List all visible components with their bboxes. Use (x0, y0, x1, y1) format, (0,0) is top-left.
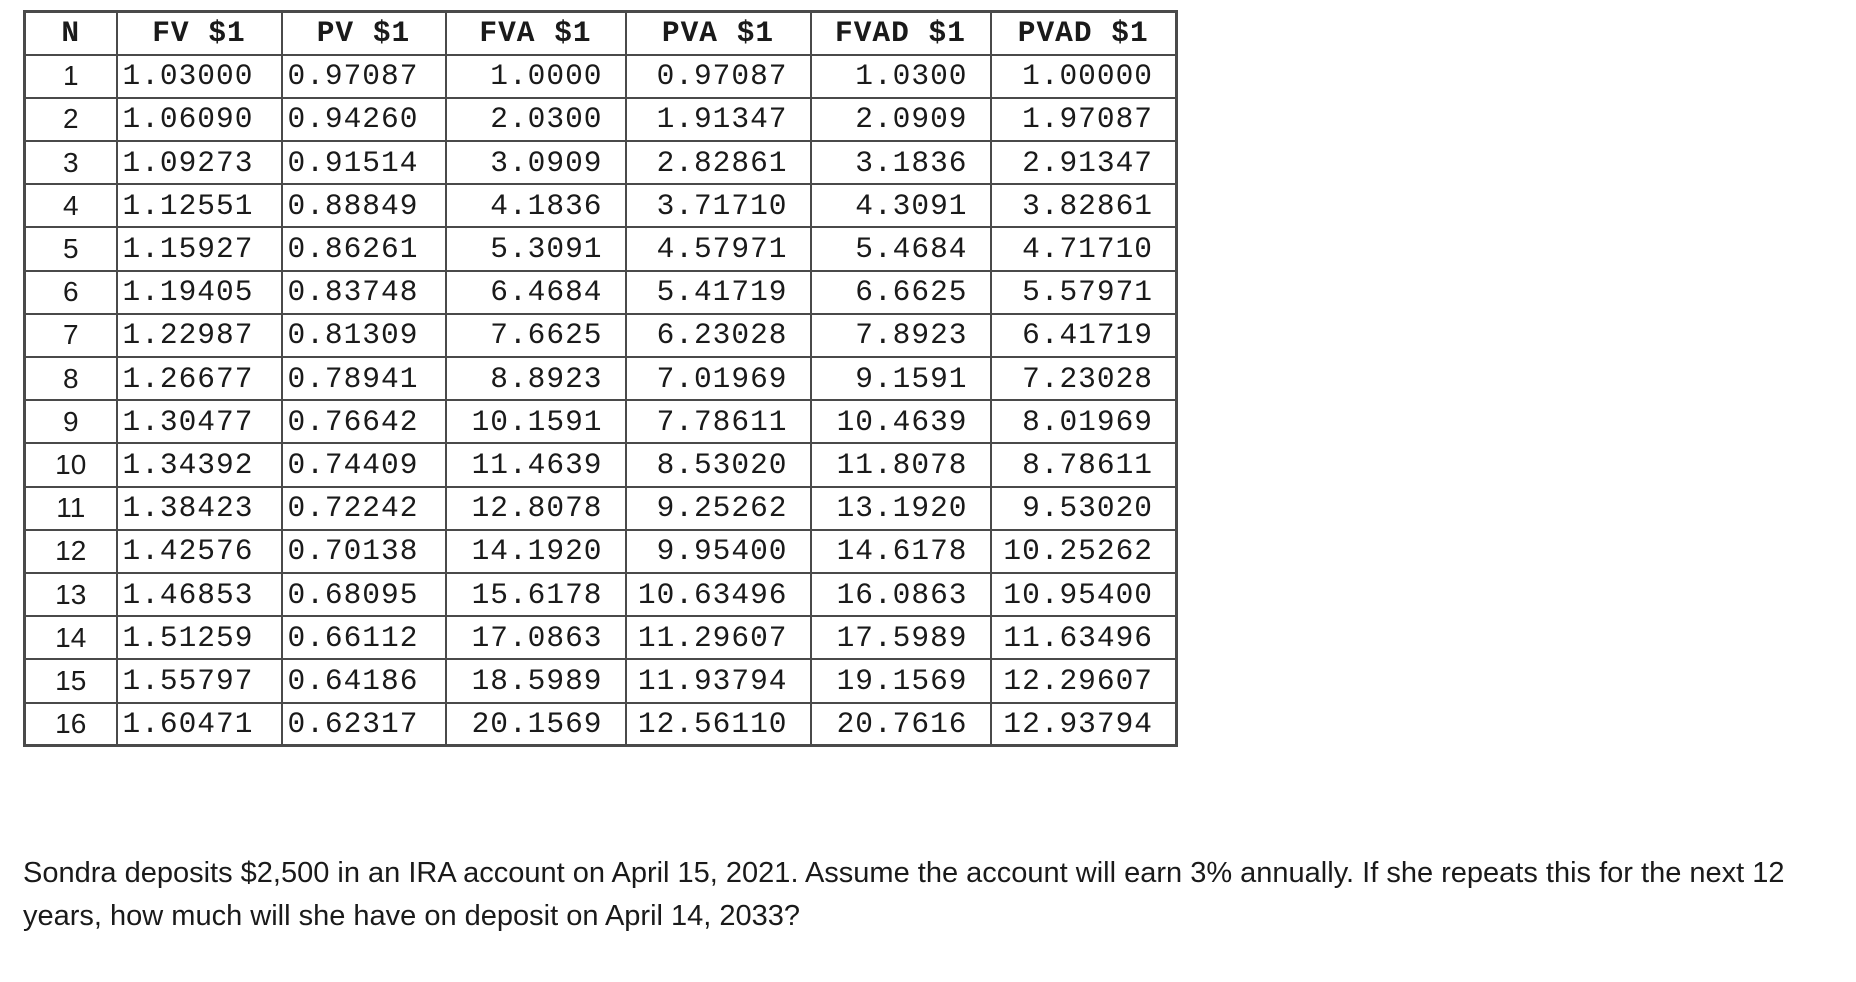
cell-fvad: 10.4639 (811, 400, 991, 443)
cell-n: 9 (25, 400, 117, 443)
cell-n: 13 (25, 573, 117, 616)
cell-fvad: 17.5989 (811, 616, 991, 659)
cell-pvad: 7.23028 (991, 357, 1177, 400)
cell-fv: 1.51259 (117, 616, 282, 659)
cell-n: 6 (25, 271, 117, 314)
factor-table (23, 10, 1178, 747)
cell-fv: 1.38423 (117, 487, 282, 530)
cell-fvad: 7.8923 (811, 314, 991, 357)
header-pvad: PVAD $1 (991, 12, 1177, 55)
cell-fv: 1.06090 (117, 98, 282, 141)
cell-n: 15 (25, 659, 117, 702)
table-row (25, 314, 1177, 357)
header-fva: FVA $1 (446, 12, 626, 55)
header-fvad: FVAD $1 (811, 12, 991, 55)
cell-pv: 0.70138 (282, 530, 446, 573)
cell-fv: 1.26677 (117, 357, 282, 400)
cell-pvad: 5.57971 (991, 271, 1177, 314)
cell-fvad: 13.1920 (811, 487, 991, 530)
table-row (25, 400, 1177, 443)
header-fv: FV $1 (117, 12, 282, 55)
cell-pvad: 12.29607 (991, 659, 1177, 702)
table-row (25, 443, 1177, 486)
cell-n: 5 (25, 227, 117, 270)
cell-pva: 8.53020 (626, 443, 811, 486)
cell-pv: 0.88849 (282, 184, 446, 227)
cell-pv: 0.76642 (282, 400, 446, 443)
table-row (25, 227, 1177, 270)
header-pva: PVA $1 (626, 12, 811, 55)
cell-pva: 2.82861 (626, 141, 811, 184)
cell-pvad: 8.78611 (991, 443, 1177, 486)
cell-pv: 0.66112 (282, 616, 446, 659)
cell-pva: 11.93794 (626, 659, 811, 702)
cell-n: 4 (25, 184, 117, 227)
table-row (25, 98, 1177, 141)
header-pv: PV $1 (282, 12, 446, 55)
cell-n: 7 (25, 314, 117, 357)
cell-pva: 5.41719 (626, 271, 811, 314)
cell-pv: 0.86261 (282, 227, 446, 270)
cell-pva: 6.23028 (626, 314, 811, 357)
cell-fva: 20.1569 (446, 703, 626, 746)
cell-pvad: 9.53020 (991, 487, 1177, 530)
cell-fva: 7.6625 (446, 314, 626, 357)
cell-pvad: 1.00000 (991, 55, 1177, 98)
cell-fvad: 20.7616 (811, 703, 991, 746)
cell-fv: 1.42576 (117, 530, 282, 573)
cell-fva: 15.6178 (446, 573, 626, 616)
cell-fva: 1.0000 (446, 55, 626, 98)
cell-fva: 12.8078 (446, 487, 626, 530)
cell-pvad: 4.71710 (991, 227, 1177, 270)
cell-fv: 1.15927 (117, 227, 282, 270)
cell-fva: 18.5989 (446, 659, 626, 702)
cell-pv: 0.72242 (282, 487, 446, 530)
cell-pva: 12.56110 (626, 703, 811, 746)
cell-fva: 6.4684 (446, 271, 626, 314)
cell-pvad: 6.41719 (991, 314, 1177, 357)
table-row (25, 357, 1177, 400)
cell-fva: 4.1836 (446, 184, 626, 227)
table-row (25, 271, 1177, 314)
cell-fv: 1.46853 (117, 573, 282, 616)
cell-pv: 0.91514 (282, 141, 446, 184)
cell-fva: 8.8923 (446, 357, 626, 400)
header-n: N (25, 12, 117, 55)
cell-fvad: 1.0300 (811, 55, 991, 98)
table-row (25, 616, 1177, 659)
cell-fva: 2.0300 (446, 98, 626, 141)
cell-pv: 0.81309 (282, 314, 446, 357)
cell-pv: 0.78941 (282, 357, 446, 400)
cell-pv: 0.97087 (282, 55, 446, 98)
cell-pv: 0.83748 (282, 271, 446, 314)
cell-fvad: 16.0863 (811, 573, 991, 616)
cell-fv: 1.30477 (117, 400, 282, 443)
cell-pva: 7.78611 (626, 400, 811, 443)
table-row (25, 659, 1177, 702)
cell-fva: 10.1591 (446, 400, 626, 443)
cell-fva: 3.0909 (446, 141, 626, 184)
cell-pvad: 8.01969 (991, 400, 1177, 443)
cell-pvad: 2.91347 (991, 141, 1177, 184)
table-row (25, 530, 1177, 573)
cell-pvad: 3.82861 (991, 184, 1177, 227)
cell-fvad: 9.1591 (811, 357, 991, 400)
cell-n: 16 (25, 703, 117, 746)
header-row (25, 12, 1177, 55)
cell-pvad: 10.95400 (991, 573, 1177, 616)
cell-pva: 9.25262 (626, 487, 811, 530)
cell-fvad: 6.6625 (811, 271, 991, 314)
cell-fvad: 14.6178 (811, 530, 991, 573)
cell-pva: 3.71710 (626, 184, 811, 227)
cell-pva: 4.57971 (626, 227, 811, 270)
cell-pv: 0.64186 (282, 659, 446, 702)
cell-pv: 0.62317 (282, 703, 446, 746)
cell-pvad: 11.63496 (991, 616, 1177, 659)
cell-pva: 1.91347 (626, 98, 811, 141)
cell-n: 12 (25, 530, 117, 573)
cell-fv: 1.55797 (117, 659, 282, 702)
cell-pva: 10.63496 (626, 573, 811, 616)
table-row (25, 487, 1177, 530)
cell-n: 8 (25, 357, 117, 400)
cell-n: 2 (25, 98, 117, 141)
cell-pva: 7.01969 (626, 357, 811, 400)
cell-fv: 1.60471 (117, 703, 282, 746)
cell-fva: 5.3091 (446, 227, 626, 270)
cell-pvad: 10.25262 (991, 530, 1177, 573)
table-body (25, 55, 1177, 746)
cell-n: 14 (25, 616, 117, 659)
cell-pvad: 12.93794 (991, 703, 1177, 746)
cell-fvad: 4.3091 (811, 184, 991, 227)
table-row (25, 573, 1177, 616)
cell-fva: 17.0863 (446, 616, 626, 659)
cell-fvad: 3.1836 (811, 141, 991, 184)
cell-n: 1 (25, 55, 117, 98)
table-row (25, 703, 1177, 746)
cell-fv: 1.22987 (117, 314, 282, 357)
cell-fva: 11.4639 (446, 443, 626, 486)
cell-n: 11 (25, 487, 117, 530)
question-text: Sondra deposits $2,500 in an IRA account on April 15, 2021. Assume the account will earn 3% annually. If she repeats this for the next 12 years, how much will she have on deposit on April 14, 2033? (23, 857, 1785, 932)
cell-fv: 1.09273 (117, 141, 282, 184)
cell-n: 10 (25, 443, 117, 486)
cell-fva: 14.1920 (446, 530, 626, 573)
cell-fvad: 5.4684 (811, 227, 991, 270)
cell-fvad: 19.1569 (811, 659, 991, 702)
cell-pv: 0.74409 (282, 443, 446, 486)
table-row (25, 184, 1177, 227)
cell-pvad: 1.97087 (991, 98, 1177, 141)
table-row (25, 55, 1177, 98)
cell-fv: 1.03000 (117, 55, 282, 98)
cell-n: 3 (25, 141, 117, 184)
cell-pva: 0.97087 (626, 55, 811, 98)
cell-fv: 1.12551 (117, 184, 282, 227)
cell-pv: 0.68095 (282, 573, 446, 616)
cell-pva: 9.95400 (626, 530, 811, 573)
cell-fvad: 2.0909 (811, 98, 991, 141)
table-row (25, 141, 1177, 184)
cell-fvad: 11.8078 (811, 443, 991, 486)
cell-pva: 11.29607 (626, 616, 811, 659)
cell-pv: 0.94260 (282, 98, 446, 141)
cell-fv: 1.34392 (117, 443, 282, 486)
cell-fv: 1.19405 (117, 271, 282, 314)
